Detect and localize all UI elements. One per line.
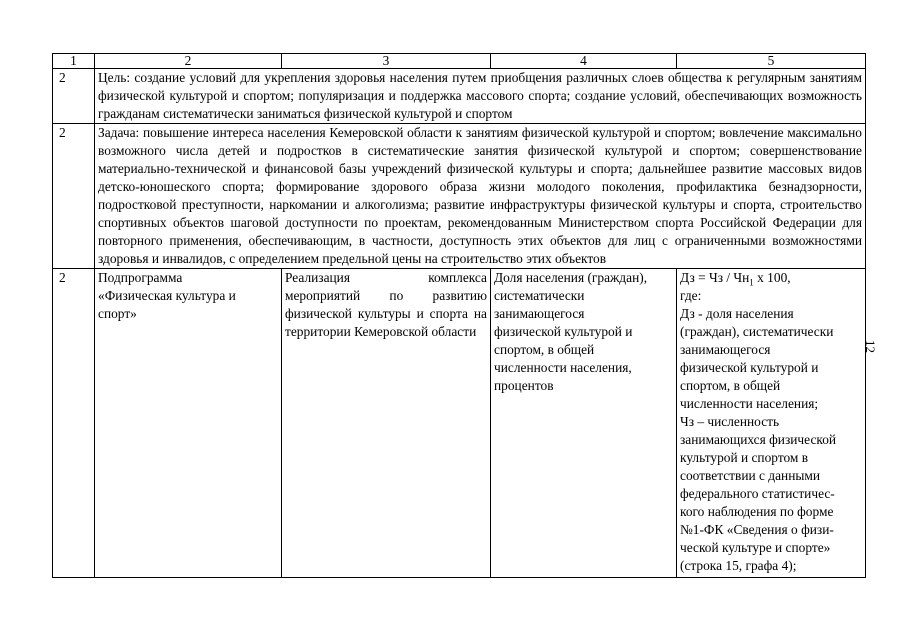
formula-line: где: bbox=[680, 288, 702, 303]
formula bbox=[680, 269, 862, 287]
formula-line: №1-ФК «Сведения о физи- bbox=[680, 522, 834, 537]
formula-line: (граждан), систематически bbox=[680, 324, 834, 339]
formula-line: спортом, в общей bbox=[680, 378, 781, 393]
formula-line: культурой и спортом в bbox=[680, 450, 809, 465]
table-header-row bbox=[53, 54, 866, 69]
formula-cell bbox=[677, 269, 866, 578]
formula-main: Дз = Чз / Чн bbox=[680, 270, 750, 285]
header-cell: 2 bbox=[95, 54, 282, 69]
indicator-line: процентов bbox=[494, 378, 554, 393]
indicator-line: занимающегося bbox=[494, 306, 585, 321]
formula-line: занимающихся физической bbox=[680, 432, 837, 447]
program-label: Подпрограмма bbox=[98, 270, 183, 285]
header-cell: 4 bbox=[491, 54, 677, 69]
row-number: 2 bbox=[53, 124, 95, 269]
program-activity-cell: Реализация комплекса мероприятий по развитию физической культуры и спорта на территории Кемеровской области bbox=[282, 269, 491, 578]
header-cell: 5 bbox=[677, 54, 866, 69]
header-cell: 1 bbox=[53, 54, 95, 69]
row-number: 2 bbox=[53, 269, 95, 578]
row-number: 2 bbox=[53, 69, 95, 124]
formula-line: ческой культуре и спорте» bbox=[680, 540, 831, 555]
formula-line: физической культурой и bbox=[680, 360, 819, 375]
indicator-table bbox=[52, 53, 866, 578]
formula-subscript: 1 bbox=[749, 277, 754, 288]
program-title: «Физическая культура и спорт» bbox=[98, 288, 236, 321]
formula-line: занимающегося bbox=[680, 342, 771, 357]
indicator-line: систематически bbox=[494, 288, 585, 303]
goal-row bbox=[53, 69, 866, 124]
indicator-name-cell bbox=[491, 269, 677, 578]
formula-line: численности населения; bbox=[680, 396, 819, 411]
header-cell: 3 bbox=[282, 54, 491, 69]
indicator-line: Доля населения (граждан), bbox=[494, 270, 648, 285]
formula-line: кого наблюдения по форме bbox=[680, 504, 834, 519]
task-text: Задача: повышение интереса населения Кемеровской области к занятиям физической культурой и спортом; вовлечение максимально возможного числа детей и подростков в систематические занятия физической культурой и спортом; совершенствование материально-технической и финансовой базы учреждений физической культуры и спорта; дальнейшее развитие массовых видов детско-юношеского спорта; формирование здорового образа жизни молодого поколения, профилактика безнадзорности, подростковой преступности, наркомании и алкоголизма; развитие инфраструктуры физической культуры и спорта, строительство спортивных объектов шаговой доступности по проектам, рекомендованным Министерством спорта Российской Федерации для повторного применения, обеспечивающим, в частности, доступность этих объектов для лиц с ограниченными возможностями здоровья и инвалидов, с определением предельной цены на строительство этих объектов bbox=[95, 124, 866, 269]
page-number: 12 bbox=[863, 340, 878, 353]
formula-line: соответствии с данными bbox=[680, 468, 821, 483]
formula-line: федерального статистичес- bbox=[680, 486, 835, 501]
task-row bbox=[53, 124, 866, 269]
goal-text: Цель: создание условий для укрепления здоровья населения путем приобщения различных слоев общества к регулярным занятиям физической культурой и спортом; популяризация и поддержка массового спорта; создание условий, обеспечивающих возможность гражданам систематически заниматься физической культурой и спортом bbox=[95, 69, 866, 124]
program-row bbox=[53, 269, 866, 578]
formula-line: (строка 15, графа 4); bbox=[680, 558, 797, 573]
indicator-line: физической культурой и bbox=[494, 324, 633, 339]
formula-tail: х 100, bbox=[753, 270, 791, 285]
formula-line: Дз - доля населения bbox=[680, 306, 794, 321]
indicator-line: спортом, в общей bbox=[494, 342, 595, 357]
indicator-line: численности населения, bbox=[494, 360, 632, 375]
formula-line: Чз – численность bbox=[680, 414, 780, 429]
program-name-cell bbox=[95, 269, 282, 578]
